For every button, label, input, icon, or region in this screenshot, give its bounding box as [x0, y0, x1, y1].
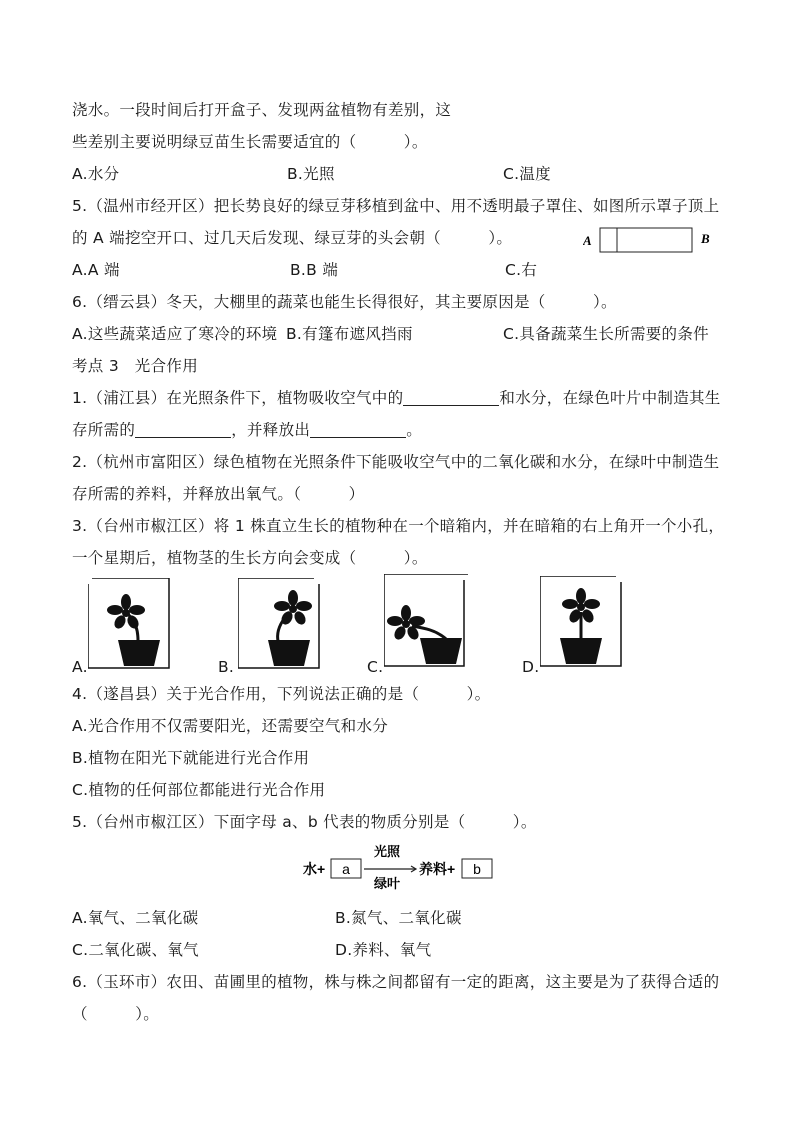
eq-a: a [342, 861, 350, 877]
option-a[interactable]: A.光合作用不仅需要阳光，还需要空气和水分 [72, 717, 389, 735]
option-c[interactable]: C. [367, 658, 384, 676]
question-text: 5.（台州市椒江区）下面字母 a、b 代表的物质分别是（ ）。 [72, 813, 537, 831]
question-text: 存所需的养料，并释放出氧气。（ ） [72, 485, 365, 503]
question-text: 4.（遂昌县）关于光合作用，下列说法正确的是（ ）。 [72, 685, 491, 703]
eq-leaf: 绿叶 [373, 876, 401, 891]
question-text: 2.（杭州市富阳区）绿色植物在光照条件下能吸收空气中的二氧化碳和水分，在绿叶中制造生 [72, 453, 720, 471]
question-text: （ ）。 [72, 1005, 160, 1023]
answer-blank[interactable] [403, 389, 499, 406]
question-text: 一个星期后，植物茎的生长方向会变成（ ）。 [72, 549, 428, 567]
plant-figure-b [238, 578, 328, 674]
option-b[interactable]: B.植物在阳光下就能进行光合作用 [72, 749, 310, 767]
option-d[interactable]: D.养料、氧气 [335, 941, 432, 959]
question-text [72, 387, 721, 409]
eq-water: 水+ [303, 861, 326, 877]
plant-figure-a [88, 578, 178, 674]
eq-b: b [473, 861, 481, 877]
option-a[interactable]: A. [72, 658, 88, 676]
question-text: 3.（台州市椒江区）将 1 株直立生长的植物种在一个暗箱内，并在暗箱的右上角开一个小孔， [72, 517, 725, 535]
question-text: 的 A 端挖空开口、过几天后发现、绿豆芽的头会朝（ ）。 [72, 229, 513, 247]
eq-food: 养料+ [419, 861, 456, 877]
option-c[interactable]: C.温度 [503, 165, 551, 183]
option-a[interactable]: A.氧气、二氧化碳 [72, 909, 199, 927]
question-text-part: 存所需的 [72, 421, 136, 439]
question-text-part: ，并释放出 [231, 421, 311, 439]
label-b: B [701, 231, 710, 246]
photosynthesis-equation [300, 842, 500, 894]
box-figure [583, 226, 713, 254]
plant-figure-d [540, 576, 630, 674]
option-b[interactable]: B.光照 [287, 165, 335, 183]
option-b[interactable]: B.氮气、二氧化碳 [335, 909, 462, 927]
option-a[interactable]: A.A 端 [72, 261, 120, 279]
eq-light: 光照 [373, 844, 401, 859]
question-text [72, 419, 422, 441]
question-text: 6.（玉环市）农田、苗圃里的植物，株与株之间都留有一定的距离，这主要是为了获得合适的 [72, 973, 720, 991]
option-b[interactable]: B.有篷布遮风挡雨 [286, 325, 413, 343]
option-b[interactable]: B.B 端 [290, 261, 339, 279]
answer-blank[interactable] [310, 421, 406, 438]
option-a[interactable]: A.这些蔬菜适应了寒冷的环境 [72, 325, 278, 343]
option-a[interactable]: A.水分 [72, 165, 120, 183]
question-text: 6.（缙云县）冬天，大棚里的蔬菜也能生长得很好，其主要原因是（ ）。 [72, 293, 617, 311]
question-text: 浇水。一段时间后打开盒子、发现两盆植物有差别，这 [72, 101, 452, 119]
option-d[interactable]: D. [522, 658, 540, 676]
section-heading: 考点 3 光合作用 [72, 357, 198, 375]
question-text: 5.（温州市经开区）把长势良好的绿豆芽移植到盆中、用不透明最子罩住、如图所示罩子顶上 [72, 197, 720, 215]
option-c[interactable]: C.植物的任何部位都能进行光合作用 [72, 781, 326, 799]
option-c[interactable]: C.具备蔬菜生长所需要的条件 [503, 325, 709, 343]
label-a: A [583, 233, 592, 248]
option-b[interactable]: B. [218, 658, 235, 676]
option-c[interactable]: C.二氧化碳、氧气 [72, 941, 199, 959]
plant-figure-c [384, 574, 474, 674]
question-text-part: 和水分，在绿色叶片中制造其生 [499, 389, 721, 407]
answer-blank[interactable] [135, 421, 231, 438]
question-text-part: 1.（浦江县）在光照条件下，植物吸收空气中的 [72, 389, 404, 407]
option-c[interactable]: C.右 [505, 261, 538, 279]
question-text-part: 。 [406, 421, 423, 439]
question-text: 些差别主要说明绿豆苗生长需要适宜的（ ）。 [72, 133, 428, 151]
